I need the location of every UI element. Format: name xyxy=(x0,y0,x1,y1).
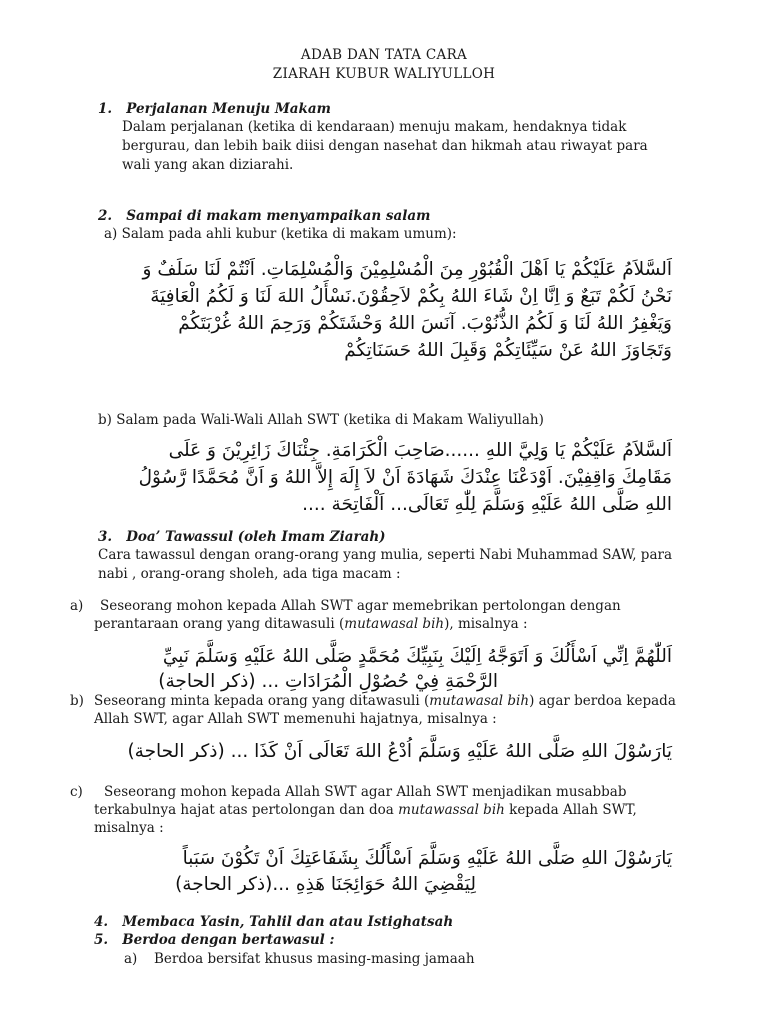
section-2-title: Sampai di makam menyampaikan salam xyxy=(126,208,431,224)
section-5a-marker: a) xyxy=(124,951,138,967)
section-2a-arabic-line-2: نَحْنُ لَكُمْ تَبَعٌ وَ اِنَّا اِنْ شَاءَ اللهُ بِكُمْ لاَحِقُوْنَ.نَسْأَلُ اللهَ لَنَا وَ لَكُمُ الْعَافِيَةَ xyxy=(150,286,672,307)
section-5-number: 5. xyxy=(94,932,109,948)
section-3c-arabic-line-2: لِيَقْضِيَ اللهُ حَوَائِجَنَا هَذِهِ ...(ذكر الحاجة) xyxy=(175,874,476,895)
section-1-line-3: wali yang akan diziarahi. xyxy=(122,157,294,173)
section-5-heading xyxy=(94,931,334,949)
section-2a-arabic-line-4: وَتَجَاوَزَ اللهُ عَنْ سَيِّئَاتِكُمْ وَقَبِلَ اللهُ حَسَنَاتِكُمْ xyxy=(344,340,672,361)
section-3c-line-2-pre: terkabulnya hajat atas pertolongan dan doa xyxy=(94,802,399,818)
section-5a-text: Berdoa bersifat khusus masing-masing jamaah xyxy=(154,951,475,967)
section-3-number: 3. xyxy=(98,529,113,545)
section-3c-line-3: misalnya : xyxy=(94,820,164,836)
section-3b-line-1-italic: mutawasal bih xyxy=(429,693,530,709)
section-3-intro-line-1: Cara tawassul dengan orang-orang yang mulia, seperti Nabi Muhammad SAW, para xyxy=(98,547,672,563)
section-1-line-1: Dalam perjalanan (ketika di kendaraan) menuju makam, hendaknya tidak xyxy=(122,119,627,135)
section-3c-line-2-post: kepada Allah SWT, xyxy=(504,802,637,818)
section-1-heading xyxy=(98,100,331,118)
section-1-title: Perjalanan Menuju Makam xyxy=(126,101,331,117)
section-3a-line-2-post: ), misalnya : xyxy=(444,616,528,632)
section-4-heading xyxy=(94,913,453,931)
section-3c-line-2 xyxy=(94,801,637,819)
section-1-line-2: bergurau, dan lebih baik diisi dengan nasehat dan hikmah atau riwayat para xyxy=(122,138,648,154)
section-4-title: Membaca Yasin, Tahlil dan atau Istighatsah xyxy=(122,914,454,930)
section-2a-label: a) Salam pada ahli kubur (ketika di makam umum): xyxy=(104,226,457,242)
section-3c-line-1: Seseorang mohon kepada Allah SWT agar Allah SWT menjadikan musabbab xyxy=(104,784,627,800)
section-3a-marker: a) xyxy=(70,598,84,614)
section-3c-line-2-italic: mutawassal bih xyxy=(398,802,505,818)
section-5-title: Berdoa dengan bertawasul : xyxy=(122,932,335,948)
section-2a-arabic-line-1: اَلسَّلاَمُ عَلَيْكُمْ يَا اَهْلَ الْقُبُوْرِ مِنَ الْمُسْلِمِيْنَ وَالْمُسْلِمَاتِ. اَنْتُمْ لَنَا سَلَفٌ وَ xyxy=(142,259,672,280)
section-3a-line-2 xyxy=(94,615,528,633)
section-4-number: 4. xyxy=(94,914,109,930)
section-2b-arabic-line-2: مَقَامِكَ وَاقِفِيْنَ. اَوْدَعْنَا عِنْدَكَ شَهَادَةَ اَنْ لاَ إِلَهَ إِلاَّ اللهُ وَ اَنَّ مُحَمَّدًا رَّسُوْلُ xyxy=(138,467,672,488)
section-3c-marker: c) xyxy=(70,784,83,800)
section-2-number: 2. xyxy=(98,208,113,224)
section-3c-arabic-line-1: يَارَسُوْلَ اللهِ صَلَّى اللهُ عَلَيْهِ وَسَلَّمَ اَسْأَلُكَ بِشَفَاعَتِكَ اَنْ تَكُوْنَ سَبَباً xyxy=(182,848,672,869)
section-2a-arabic-line-3: وَيَغْفِرُ اللهُ لَنَا وَ لَكُمُ الذُّنُوْبَ. آنَسَ اللهُ وَحْشَتَكُمْ وَرَحِمَ اللهُ غُرْبَتَكُمْ xyxy=(178,313,672,334)
section-3b-arabic: يَارَسُوْلَ اللهِ صَلَّى اللهُ عَلَيْهِ وَسَلَّمَ اُدْعُ اللهَ تَعَالَى اَنْ كَذَا ... (ذكر الحاجة) xyxy=(127,741,672,762)
section-3a-line-2-italic: mutawasal bih xyxy=(344,616,445,632)
section-3a-arabic-line-2: الرَّحْمَةِ فِيْ حُصُوْلِ الْمُرَادَاتِ ... (ذكر الحاجة) xyxy=(158,671,498,692)
section-2b-label: b) Salam pada Wali-Wali Allah SWT (ketika di Makam Waliyullah) xyxy=(98,412,544,428)
section-3-title: Doa’ Tawassul (oleh Imam Ziarah) xyxy=(126,529,386,545)
section-2b-arabic-line-3: اللهِ صَلَّى اللهُ عَلَيْهِ وَسَلَّمَ لِلّٰهِ تَعَالَى... اَلْفَاتِحَة .... xyxy=(302,494,672,515)
section-2-heading xyxy=(98,207,430,225)
section-3a-line-1: Seseorang mohon kepada Allah SWT agar memebrikan pertolongan dengan xyxy=(100,598,621,614)
section-3-heading xyxy=(98,528,386,546)
section-3-intro-line-2: nabi , orang-orang sholeh, ada tiga macam : xyxy=(98,566,401,582)
section-3a-line-2-pre: perantaraan orang yang ditawasuli ( xyxy=(94,616,345,632)
section-3b-marker: b) xyxy=(70,693,84,709)
section-3a-arabic-line-1: اَللّٰهُمَّ اِنِّي اَسْأَلُكَ وَ اَتَوَجَّهُ اِلَيْكَ بِنَبِيِّكَ مُحَمَّدٍ صَلَّى اللهُ عَلَيْهِ وَسَلَّمَ نَبِيِّ xyxy=(162,646,672,667)
section-3b-line-2: Allah SWT, agar Allah SWT memenuhi hajatnya, misalnya : xyxy=(94,711,497,727)
section-3b-line-1 xyxy=(94,692,676,710)
title-line-1: ADAB DAN TATA CARA xyxy=(300,47,468,63)
section-3b-line-1-post: ) agar berdoa kepada xyxy=(529,693,676,709)
title-line-2: ZIARAH KUBUR WALIYULLOH xyxy=(272,66,496,82)
section-2b-arabic-line-1: اَلسَّلاَمُ عَلَيْكُمْ يَا وَلِيَّ اللهِ ......صَاحِبَ الْكَرَامَةِ. جِئْنَاكَ زَائِرِيْنَ وَ عَلَى xyxy=(168,440,672,461)
section-3b-line-1-pre: Seseorang minta kepada orang yang ditawasuli ( xyxy=(94,693,430,709)
section-1-number: 1. xyxy=(98,101,113,117)
